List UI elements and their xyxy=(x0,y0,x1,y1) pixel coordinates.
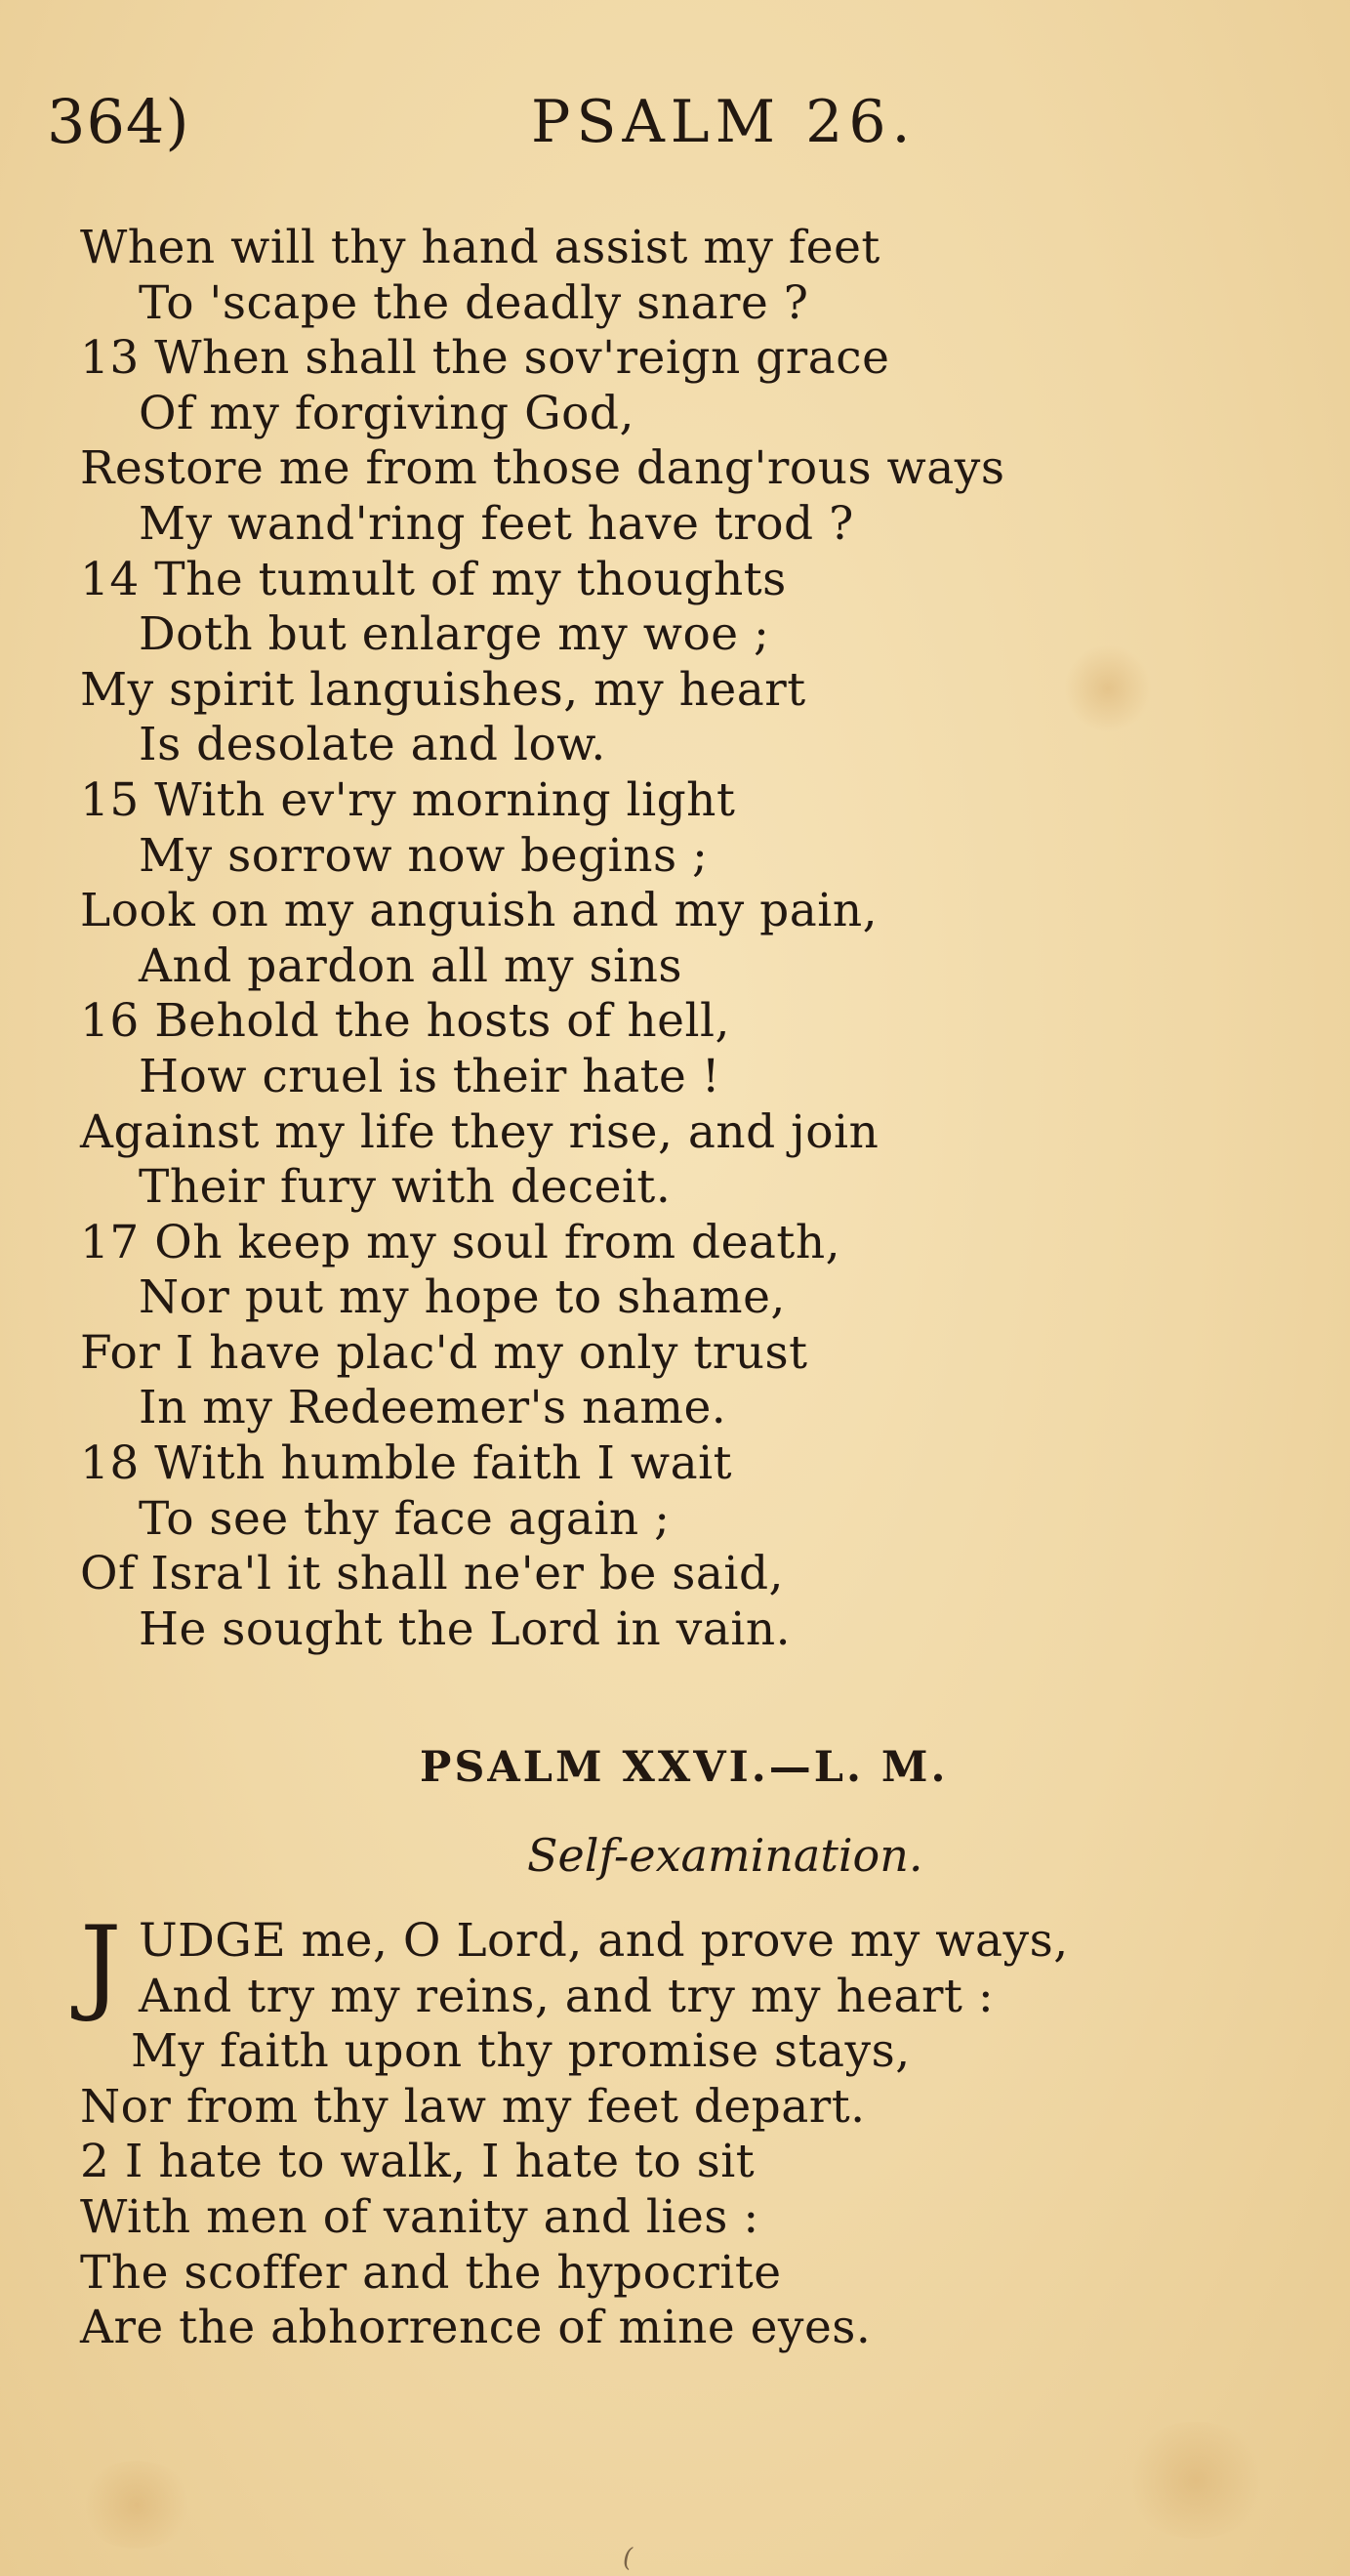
catchmark: ( xyxy=(623,2544,634,2573)
psalm-lines xyxy=(80,1904,1203,2356)
verse-line: Doth but enlarge my woe ; xyxy=(139,607,770,662)
verse-line: 14 The tumult of my thoughts xyxy=(80,552,787,606)
verse-line: My wand'ring feet have trod ? xyxy=(139,496,854,551)
verse-line: In my Redeemer's name. xyxy=(139,1381,727,1435)
verse-line: My sorrow now begins ; xyxy=(139,828,709,883)
verse-line: 17 Oh keep my soul from death, xyxy=(80,1215,841,1269)
paper-stain xyxy=(1123,2422,1269,2539)
drop-cap: J xyxy=(80,1904,122,2024)
verse-line: UDGE me, O Lord, and prove my ways, xyxy=(139,1914,1069,1968)
verse-line: Their fury with deceit. xyxy=(139,1160,672,1215)
verse-line: 13 When shall the sov'reign grace xyxy=(80,331,890,386)
verse-line: 15 With ev'ry morning light xyxy=(80,772,736,827)
verse-line: Are the abhorrence of mine eyes. xyxy=(80,2301,872,2355)
verse-line: My faith upon thy promise stays, xyxy=(131,2024,911,2079)
verse-line: For I have plac'd my only trust xyxy=(80,1325,808,1380)
verse-line: Restore me from those dang'rous ways xyxy=(80,441,1005,496)
running-title: PSALM 26. xyxy=(531,88,917,156)
psalm-subtitle: Self-examination. xyxy=(527,1829,923,1882)
verse-line: He sought the Lord in vain. xyxy=(139,1601,792,1656)
verse-line: To see thy face again ; xyxy=(139,1491,671,1546)
verse-line: When will thy hand assist my feet xyxy=(80,221,880,274)
verse-line: Of my forgiving God, xyxy=(139,386,634,440)
psalm-heading: PSALM XXVI.—L. M. xyxy=(420,1743,949,1792)
hymn-continuation xyxy=(80,221,1154,1657)
psalm-xxvi-text xyxy=(80,1904,1203,2356)
verse-line: 2 I hate to walk, I hate to sit xyxy=(80,2135,756,2189)
verse-line: Of Isra'l it shall ne'er be said, xyxy=(80,1547,784,1601)
verse-line: 18 With humble faith I wait xyxy=(80,1436,733,1491)
verse-line: The scoffer and the hypocrite xyxy=(80,2245,782,2300)
verse-line: My spirit languishes, my heart xyxy=(80,662,806,717)
page-header xyxy=(47,78,1023,166)
verse-line: Against my life they rise, and join xyxy=(80,1104,880,1159)
verse-line: Is desolate and low. xyxy=(139,718,606,772)
verse-line: Nor put my hope to shame, xyxy=(139,1270,786,1325)
verse-line: To 'scape the deadly snare ? xyxy=(139,275,809,330)
page-number: 364) xyxy=(47,86,190,157)
verse-line: How cruel is their hate ! xyxy=(139,1049,721,1103)
verse-line: And pardon all my sins xyxy=(139,938,683,993)
verse-line: Nor from thy law my feet depart. xyxy=(80,2079,866,2134)
verse-line: 16 Behold the hosts of hell, xyxy=(80,994,730,1049)
paper-stain xyxy=(78,2461,195,2549)
verse-line: With men of vanity and lies : xyxy=(80,2189,759,2244)
verse-line: Look on my anguish and my pain, xyxy=(80,884,879,938)
verse-line: And try my reins, and try my heart : xyxy=(139,1969,995,2023)
